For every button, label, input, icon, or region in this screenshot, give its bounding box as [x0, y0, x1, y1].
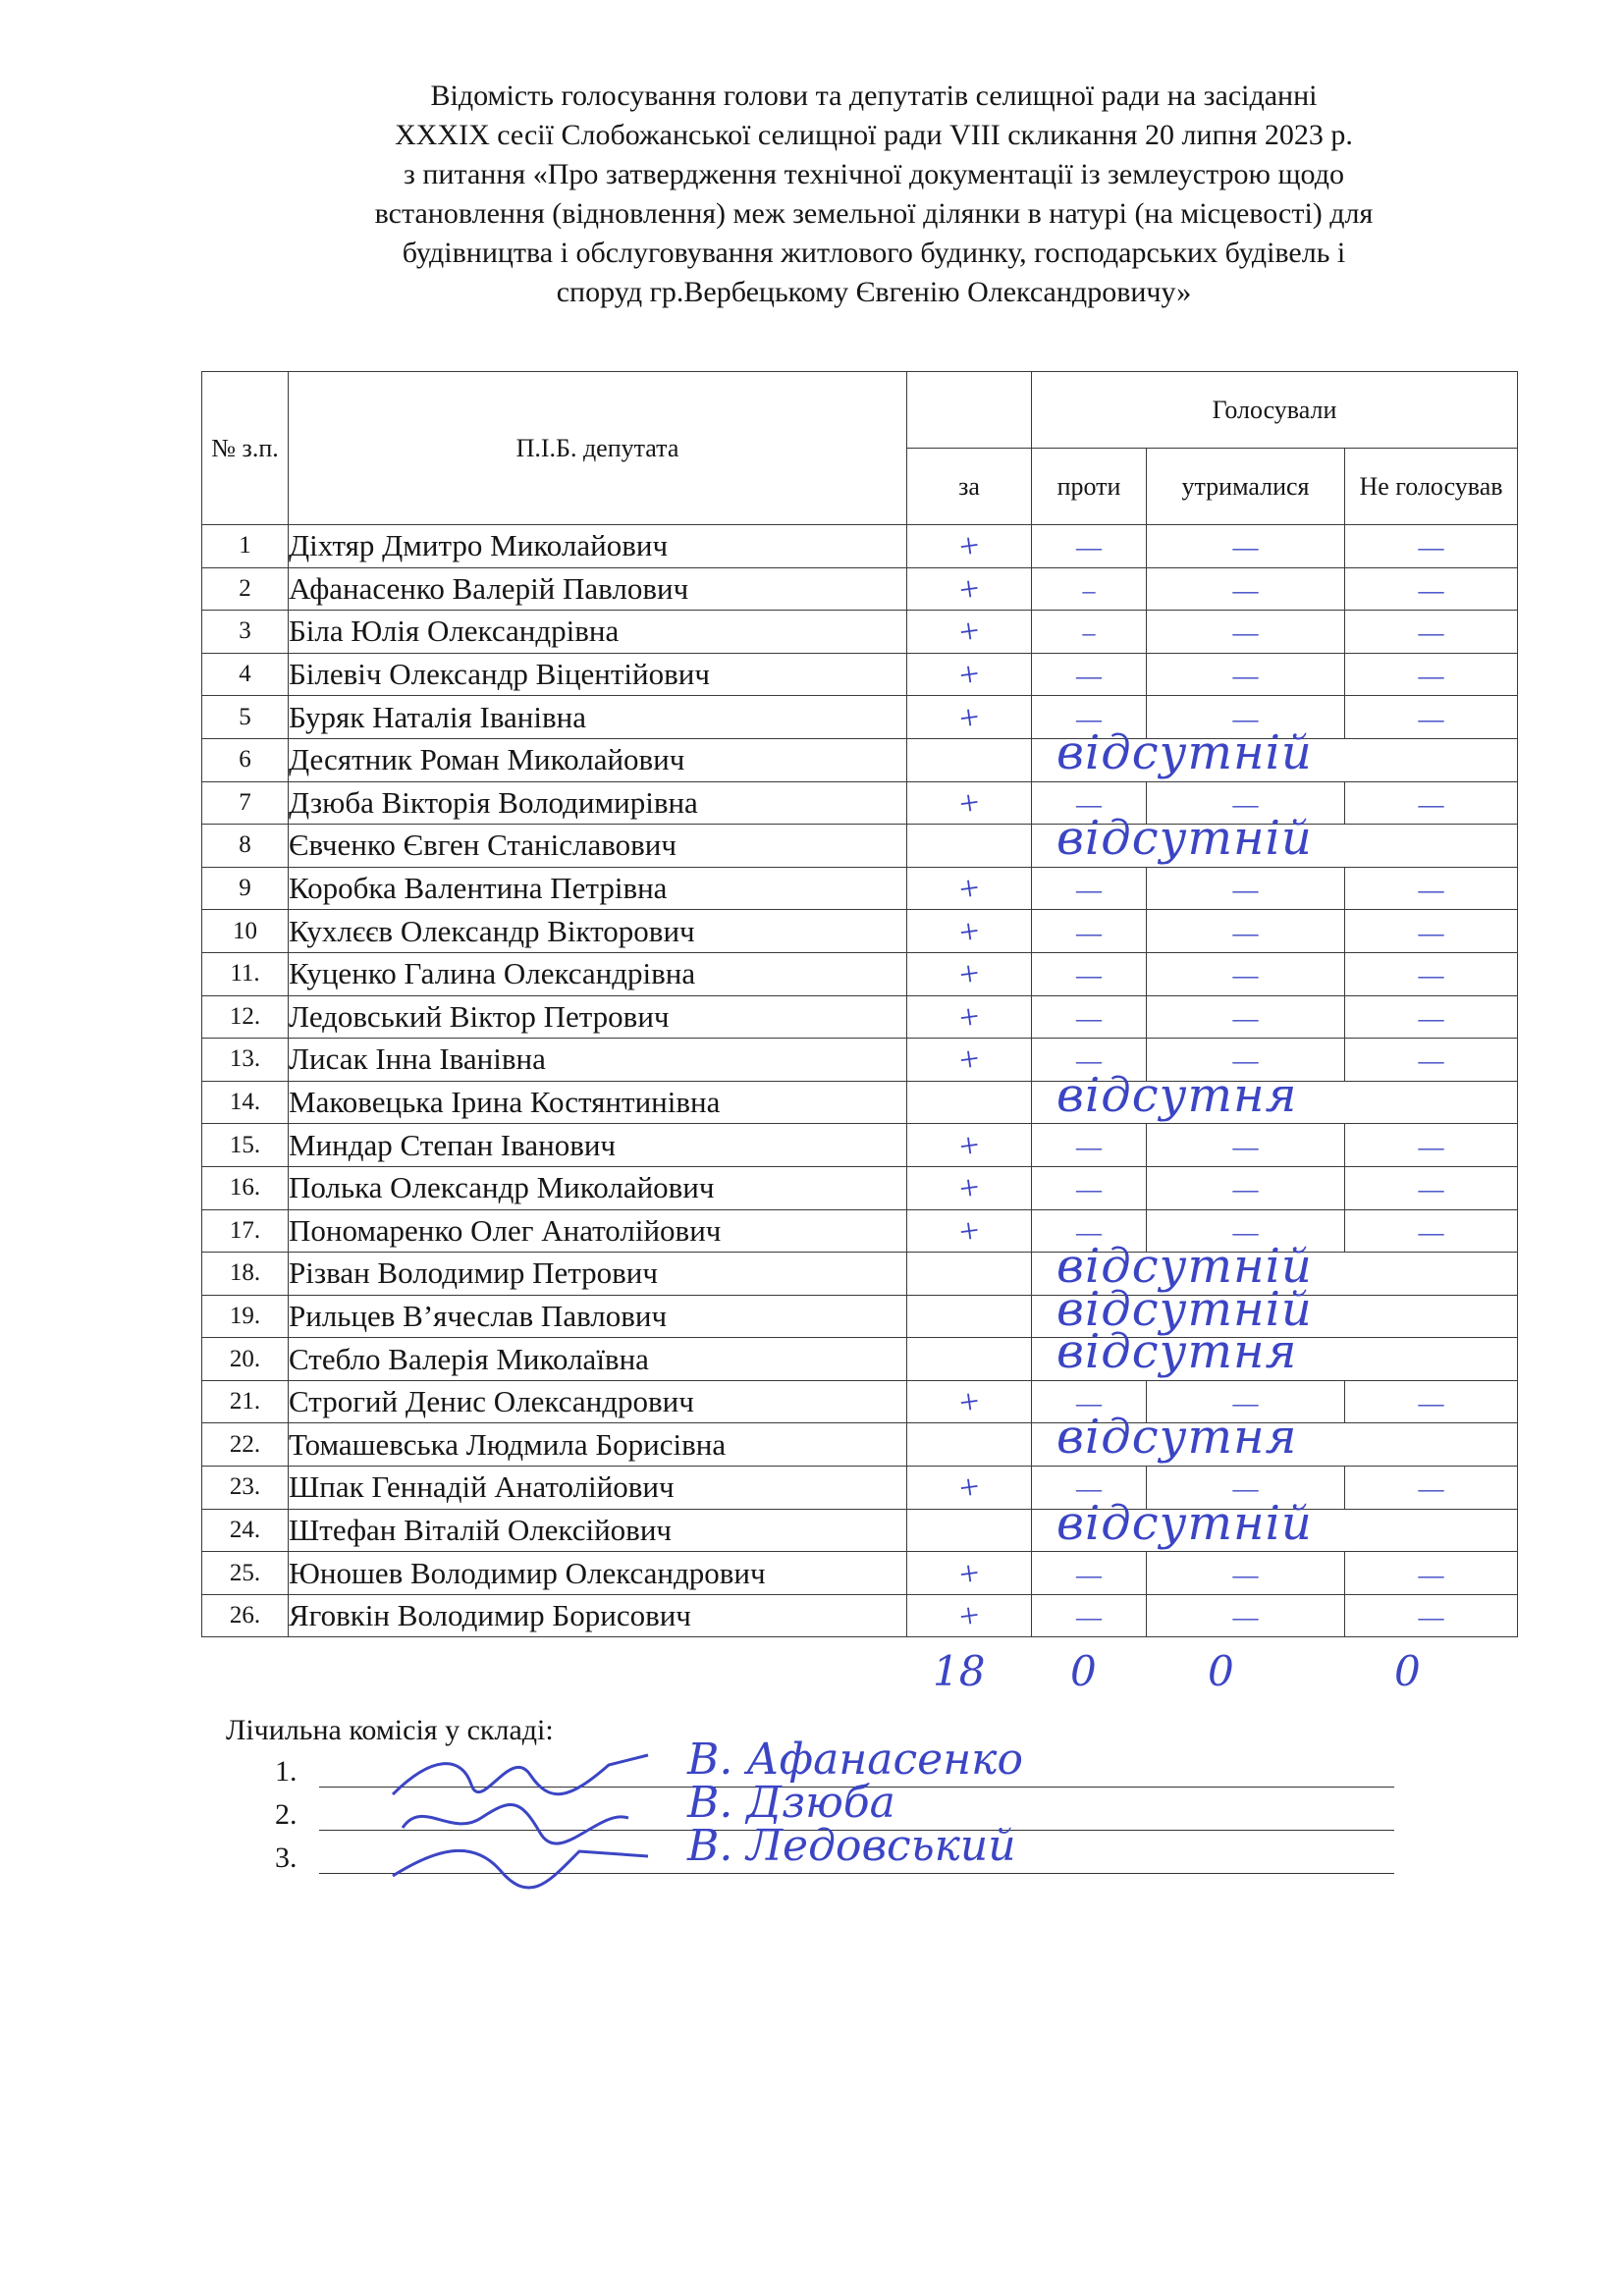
vote-mark: — — [1418, 1603, 1444, 1632]
deputy-name: Євченко Євген Станіславович — [289, 825, 907, 868]
table-row — [202, 1423, 1518, 1467]
vote-mark: — — [1232, 533, 1259, 562]
vote-for — [907, 1166, 1032, 1209]
vote-abstained — [1147, 1124, 1345, 1167]
vote-mark: — — [1076, 876, 1102, 905]
vote-against — [1032, 653, 1147, 696]
vote-mark: — — [1232, 1003, 1259, 1033]
vote-mark: — — [1076, 662, 1102, 691]
table-row — [202, 1124, 1518, 1167]
vote-for — [907, 825, 1032, 868]
vote-not-voted — [1345, 1467, 1518, 1510]
deputy-name: Біла Юлія Олександрівна — [289, 611, 907, 654]
vote-mark: — — [1232, 618, 1259, 648]
table-row — [202, 1338, 1518, 1381]
table-row — [202, 995, 1518, 1039]
deputy-name: Строгий Денис Олександрович — [289, 1380, 907, 1423]
table-row — [202, 781, 1518, 825]
vote-mark: — — [1418, 662, 1444, 691]
vote-mark: + — [956, 781, 982, 825]
table-row — [202, 1552, 1518, 1595]
vote-for — [907, 611, 1032, 654]
vote-not-voted — [1345, 611, 1518, 654]
table-row — [202, 696, 1518, 739]
total-for: 18 — [933, 1647, 986, 1695]
deputy-name: Стебло Валерія Миколаївна — [289, 1338, 907, 1381]
vote-mark: — — [1418, 918, 1444, 947]
deputy-name: Маковецька Ірина Костянтинівна — [289, 1081, 907, 1124]
vote-against — [1032, 567, 1147, 611]
member-num: 1. — [275, 1755, 298, 1788]
table-row — [202, 1166, 1518, 1209]
vote-abstained — [1147, 567, 1345, 611]
counting-commission — [226, 1710, 1023, 1881]
vote-for — [907, 1380, 1032, 1423]
deputy-name: Штефан Віталій Олексійович — [289, 1509, 907, 1552]
vote-mark: — — [1232, 918, 1259, 947]
absent-note — [1032, 1410, 1518, 1467]
row-number: 7 — [202, 781, 289, 825]
table-row — [202, 1509, 1518, 1552]
vote-mark: + — [956, 1124, 982, 1166]
vote-mark: + — [956, 1467, 982, 1509]
vote-not-voted — [1345, 1166, 1518, 1209]
deputy-name: Білевіч Олександр Віцентійович — [289, 653, 907, 696]
vote-abstained — [1147, 611, 1345, 654]
table-row — [202, 825, 1518, 868]
title-line: з питання «Про затвердження технічної документації із землеустрою щодо — [404, 158, 1344, 190]
header-voted: Голосували — [1032, 372, 1518, 449]
absent-note — [1032, 1324, 1518, 1381]
vote-mark: + — [956, 867, 982, 910]
row-number: 20. — [202, 1338, 289, 1381]
row-number: 26. — [202, 1594, 289, 1637]
signature-name: В. Афанасенко — [687, 1735, 1023, 1785]
row-number: 19. — [202, 1295, 289, 1338]
vote-not-voted — [1345, 1039, 1518, 1082]
vote-for — [907, 1338, 1032, 1381]
vote-mark: — — [1232, 1560, 1259, 1589]
vote-mark: — — [1232, 575, 1259, 605]
vote-mark: — — [1418, 961, 1444, 990]
deputy-name: Пономаренко Олег Анатолійович — [289, 1209, 907, 1253]
vote-mark: + — [956, 567, 982, 611]
vote-not-voted — [1345, 525, 1518, 568]
absent-note — [1032, 1495, 1518, 1552]
deputy-name: Кухлєєв Олександр Вікторович — [289, 910, 907, 953]
table-body — [202, 525, 1518, 1637]
commission-member — [226, 1821, 1016, 1881]
header-against: проти — [1032, 449, 1147, 525]
commission-heading: Лічильна комісія у складі: — [226, 1714, 554, 1746]
vote-abstained — [1147, 1552, 1345, 1595]
deputy-name: Рильцев В’ячеслав Павлович — [289, 1295, 907, 1338]
row-number: 17. — [202, 1209, 289, 1253]
absent-text: відсутня — [1056, 1067, 1298, 1123]
vote-mark: — — [1232, 1389, 1259, 1418]
vote-against — [1032, 1552, 1147, 1595]
row-number: 10 — [202, 910, 289, 953]
vote-for — [907, 952, 1032, 995]
absent-note — [1032, 811, 1518, 868]
vote-mark: + — [956, 1552, 982, 1594]
vote-not-voted — [1345, 781, 1518, 825]
vote-mark: + — [956, 525, 982, 567]
vote-mark: – — [1082, 618, 1096, 648]
vote-mark: — — [1232, 704, 1259, 733]
vote-abstained — [1147, 867, 1345, 910]
vote-for — [907, 696, 1032, 739]
vote-mark: — — [1076, 1046, 1102, 1076]
vote-not-voted — [1345, 1594, 1518, 1637]
vote-mark: + — [956, 1594, 982, 1637]
table-row — [202, 1081, 1518, 1124]
row-number: 14. — [202, 1081, 289, 1124]
vote-abstained — [1147, 653, 1345, 696]
table-row — [202, 1295, 1518, 1338]
header-not-voted: Не голосував — [1345, 449, 1518, 525]
vote-mark: — — [1418, 1003, 1444, 1033]
table-row — [202, 567, 1518, 611]
title-line: встановлення (відновлення) меж земельної ділянки в натурі (на місцевості) для — [374, 197, 1374, 230]
deputy-name: Діхтяр Дмитро Миколайович — [289, 525, 907, 568]
vote-for — [907, 1423, 1032, 1467]
vote-mark: — — [1076, 1560, 1102, 1589]
table-row — [202, 1380, 1518, 1423]
vote-not-voted — [1345, 567, 1518, 611]
absent-text: відсутній — [1056, 1239, 1313, 1295]
row-number: 3 — [202, 611, 289, 654]
deputy-name: Томашевська Людмила Борисівна — [289, 1423, 907, 1467]
vote-for — [907, 995, 1032, 1039]
row-number: 9 — [202, 867, 289, 910]
deputy-name: Різван Володимир Петрович — [289, 1253, 907, 1296]
table-row — [202, 1253, 1518, 1296]
deputy-name: Шпак Геннадій Анатолійович — [289, 1467, 907, 1510]
total-abstained: 0 — [1208, 1647, 1234, 1695]
deputy-name: Миндар Степан Іванович — [289, 1124, 907, 1167]
vote-for — [907, 1081, 1032, 1124]
vote-abstained — [1147, 995, 1345, 1039]
vote-not-voted — [1345, 696, 1518, 739]
vote-mark: — — [1232, 789, 1259, 819]
vote-for — [907, 1209, 1032, 1253]
absent-text: відсутній — [1056, 724, 1313, 780]
vote-mark: — — [1418, 1474, 1444, 1504]
vote-abstained — [1147, 1594, 1345, 1637]
vote-not-voted — [1345, 952, 1518, 995]
vote-mark: — — [1418, 1046, 1444, 1076]
vote-mark: — — [1418, 1560, 1444, 1589]
header-name: П.І.Б. депутата — [289, 372, 907, 525]
row-number: 2 — [202, 567, 289, 611]
header-num: № з.п. — [202, 372, 289, 525]
deputy-name: Буряк Наталія Іванівна — [289, 696, 907, 739]
vote-for — [907, 910, 1032, 953]
row-number: 5 — [202, 696, 289, 739]
vote-against — [1032, 611, 1147, 654]
deputy-name: Юношев Володимир Олександрович — [289, 1552, 907, 1595]
deputy-name: Ледовський Віктор Петрович — [289, 995, 907, 1039]
vote-mark: — — [1418, 704, 1444, 733]
vote-against — [1032, 1594, 1147, 1637]
deputy-name: Яговкін Володимир Борисович — [289, 1594, 907, 1637]
deputy-name: Коробка Валентина Петрівна — [289, 867, 907, 910]
vote-mark: — — [1076, 1175, 1102, 1204]
deputy-name: Десятник Роман Миколайович — [289, 738, 907, 781]
vote-against — [1032, 525, 1147, 568]
deputy-name: Афанасенко Валерій Павлович — [289, 567, 907, 611]
vote-mark: — — [1076, 961, 1102, 990]
vote-for — [907, 1594, 1032, 1637]
row-number: 15. — [202, 1124, 289, 1167]
title-line: Відомість голосування голови та депутатів селищної ради на засіданні — [430, 80, 1318, 112]
table-row — [202, 653, 1518, 696]
member-num: 2. — [275, 1798, 298, 1831]
header-for: за — [907, 449, 1032, 525]
vote-mark: + — [956, 910, 982, 952]
vote-for — [907, 1124, 1032, 1167]
vote-mark: — — [1418, 1389, 1444, 1418]
vote-mark: + — [956, 1380, 982, 1423]
absent-text: відсутній — [1056, 1281, 1313, 1337]
table-row — [202, 1209, 1518, 1253]
row-number: 16. — [202, 1166, 289, 1209]
table-row — [202, 867, 1518, 910]
vote-not-voted — [1345, 1380, 1518, 1423]
vote-mark: — — [1076, 1389, 1102, 1418]
table-row — [202, 525, 1518, 568]
vote-mark: + — [956, 1209, 982, 1253]
row-number: 11. — [202, 952, 289, 995]
vote-against — [1032, 867, 1147, 910]
vote-mark: + — [956, 1039, 982, 1081]
row-number: 8 — [202, 825, 289, 868]
vote-mark: — — [1076, 1217, 1102, 1247]
vote-mark: — — [1232, 1217, 1259, 1247]
vote-not-voted — [1345, 995, 1518, 1039]
member-num: 3. — [275, 1842, 298, 1874]
vote-mark: — — [1232, 876, 1259, 905]
vote-not-voted — [1345, 1124, 1518, 1167]
vote-for — [907, 1467, 1032, 1510]
document-title — [147, 77, 1600, 312]
row-number: 23. — [202, 1467, 289, 1510]
absent-note — [1032, 1067, 1518, 1124]
vote-abstained — [1147, 952, 1345, 995]
vote-for — [907, 1552, 1032, 1595]
vote-mark: — — [1232, 961, 1259, 990]
row-number: 12. — [202, 995, 289, 1039]
vote-against — [1032, 1124, 1147, 1167]
row-number: 4 — [202, 653, 289, 696]
vote-against — [1032, 910, 1147, 953]
vote-for — [907, 738, 1032, 781]
vote-for — [907, 1509, 1032, 1552]
row-number: 24. — [202, 1509, 289, 1552]
table-row — [202, 1467, 1518, 1510]
row-number: 25. — [202, 1552, 289, 1595]
vote-against — [1032, 995, 1147, 1039]
vote-abstained — [1147, 525, 1345, 568]
title-line: XXXIX сесії Слобожанської селищної ради VIII скликання 20 липня 2023 р. — [395, 119, 1353, 151]
table-row — [202, 952, 1518, 995]
vote-for — [907, 867, 1032, 910]
vote-mark: — — [1076, 704, 1102, 733]
vote-mark: — — [1418, 876, 1444, 905]
vote-for — [907, 1039, 1032, 1082]
table-row — [202, 611, 1518, 654]
deputy-name: Куценко Галина Олександрівна — [289, 952, 907, 995]
vote-mark: — — [1232, 662, 1259, 691]
vote-for — [907, 781, 1032, 825]
vote-mark: – — [1082, 575, 1096, 605]
vote-not-voted — [1345, 1552, 1518, 1595]
vote-against — [1032, 952, 1147, 995]
signature-name: В. Дзюба — [687, 1778, 895, 1828]
vote-mark: — — [1418, 1132, 1444, 1161]
vote-mark: — — [1418, 1217, 1444, 1247]
header-abstained: утрималися — [1147, 449, 1345, 525]
vote-mark: — — [1418, 618, 1444, 648]
absent-note — [1032, 724, 1518, 781]
vote-not-voted — [1345, 867, 1518, 910]
vote-mark: — — [1076, 1603, 1102, 1632]
table-row — [202, 1594, 1518, 1637]
row-number: 22. — [202, 1423, 289, 1467]
title-line: будівництва і обслуговування житлового будинку, господарських будівель і — [402, 237, 1346, 269]
total-not-voted: 0 — [1394, 1647, 1421, 1695]
vote-mark: — — [1418, 533, 1444, 562]
vote-mark: — — [1232, 1175, 1259, 1204]
vote-mark: — — [1418, 575, 1444, 605]
signature-scribble — [373, 1832, 668, 1891]
deputy-name: Дзюба Вікторія Володимирівна — [289, 781, 907, 825]
vote-mark: — — [1418, 789, 1444, 819]
vote-for — [907, 653, 1032, 696]
row-number: 6 — [202, 738, 289, 781]
vote-abstained — [1147, 1166, 1345, 1209]
row-number: 13. — [202, 1039, 289, 1082]
vote-mark: + — [956, 696, 982, 738]
absent-text: відсутня — [1056, 1324, 1298, 1380]
vote-mark: + — [956, 953, 982, 995]
vote-mark: — — [1076, 1132, 1102, 1161]
title-line: споруд гр.Вербецькому Євгенію Олександровичу» — [556, 276, 1192, 308]
vote-not-voted — [1345, 1209, 1518, 1253]
vote-mark: — — [1076, 789, 1102, 819]
row-number: 18. — [202, 1253, 289, 1296]
vote-mark: — — [1076, 1003, 1102, 1033]
vote-abstained — [1147, 910, 1345, 953]
header-blank — [907, 372, 1032, 449]
vote-against — [1032, 1166, 1147, 1209]
vote-mark: — — [1076, 1474, 1102, 1504]
table-row — [202, 738, 1518, 781]
vote-mark: + — [956, 995, 982, 1039]
vote-mark: — — [1232, 1603, 1259, 1632]
vote-mark: — — [1076, 533, 1102, 562]
row-number: 21. — [202, 1380, 289, 1423]
vote-mark: + — [956, 1166, 982, 1209]
vote-for — [907, 1295, 1032, 1338]
vote-mark: — — [1076, 918, 1102, 947]
total-against: 0 — [1070, 1647, 1097, 1695]
vote-mark: + — [956, 611, 982, 653]
vote-mark: — — [1418, 1175, 1444, 1204]
vote-mark: — — [1232, 1046, 1259, 1076]
vote-mark: + — [956, 653, 982, 696]
absent-text: відсутня — [1056, 1410, 1298, 1466]
absent-text: відсутній — [1056, 1495, 1313, 1551]
vote-for — [907, 525, 1032, 568]
voting-table — [201, 371, 1518, 1637]
table-row — [202, 910, 1518, 953]
vote-not-voted — [1345, 653, 1518, 696]
deputy-name: Полька Олександр Миколайович — [289, 1166, 907, 1209]
vote-mark: — — [1232, 1132, 1259, 1161]
table-row — [202, 1039, 1518, 1082]
vote-for — [907, 567, 1032, 611]
row-number: 1 — [202, 525, 289, 568]
vote-not-voted — [1345, 910, 1518, 953]
vote-mark: — — [1232, 1474, 1259, 1504]
vote-for — [907, 1253, 1032, 1296]
deputy-name: Лисак Інна Іванівна — [289, 1039, 907, 1082]
absent-text: відсутній — [1056, 811, 1313, 867]
signature-name: В. Ледовський — [687, 1821, 1016, 1871]
